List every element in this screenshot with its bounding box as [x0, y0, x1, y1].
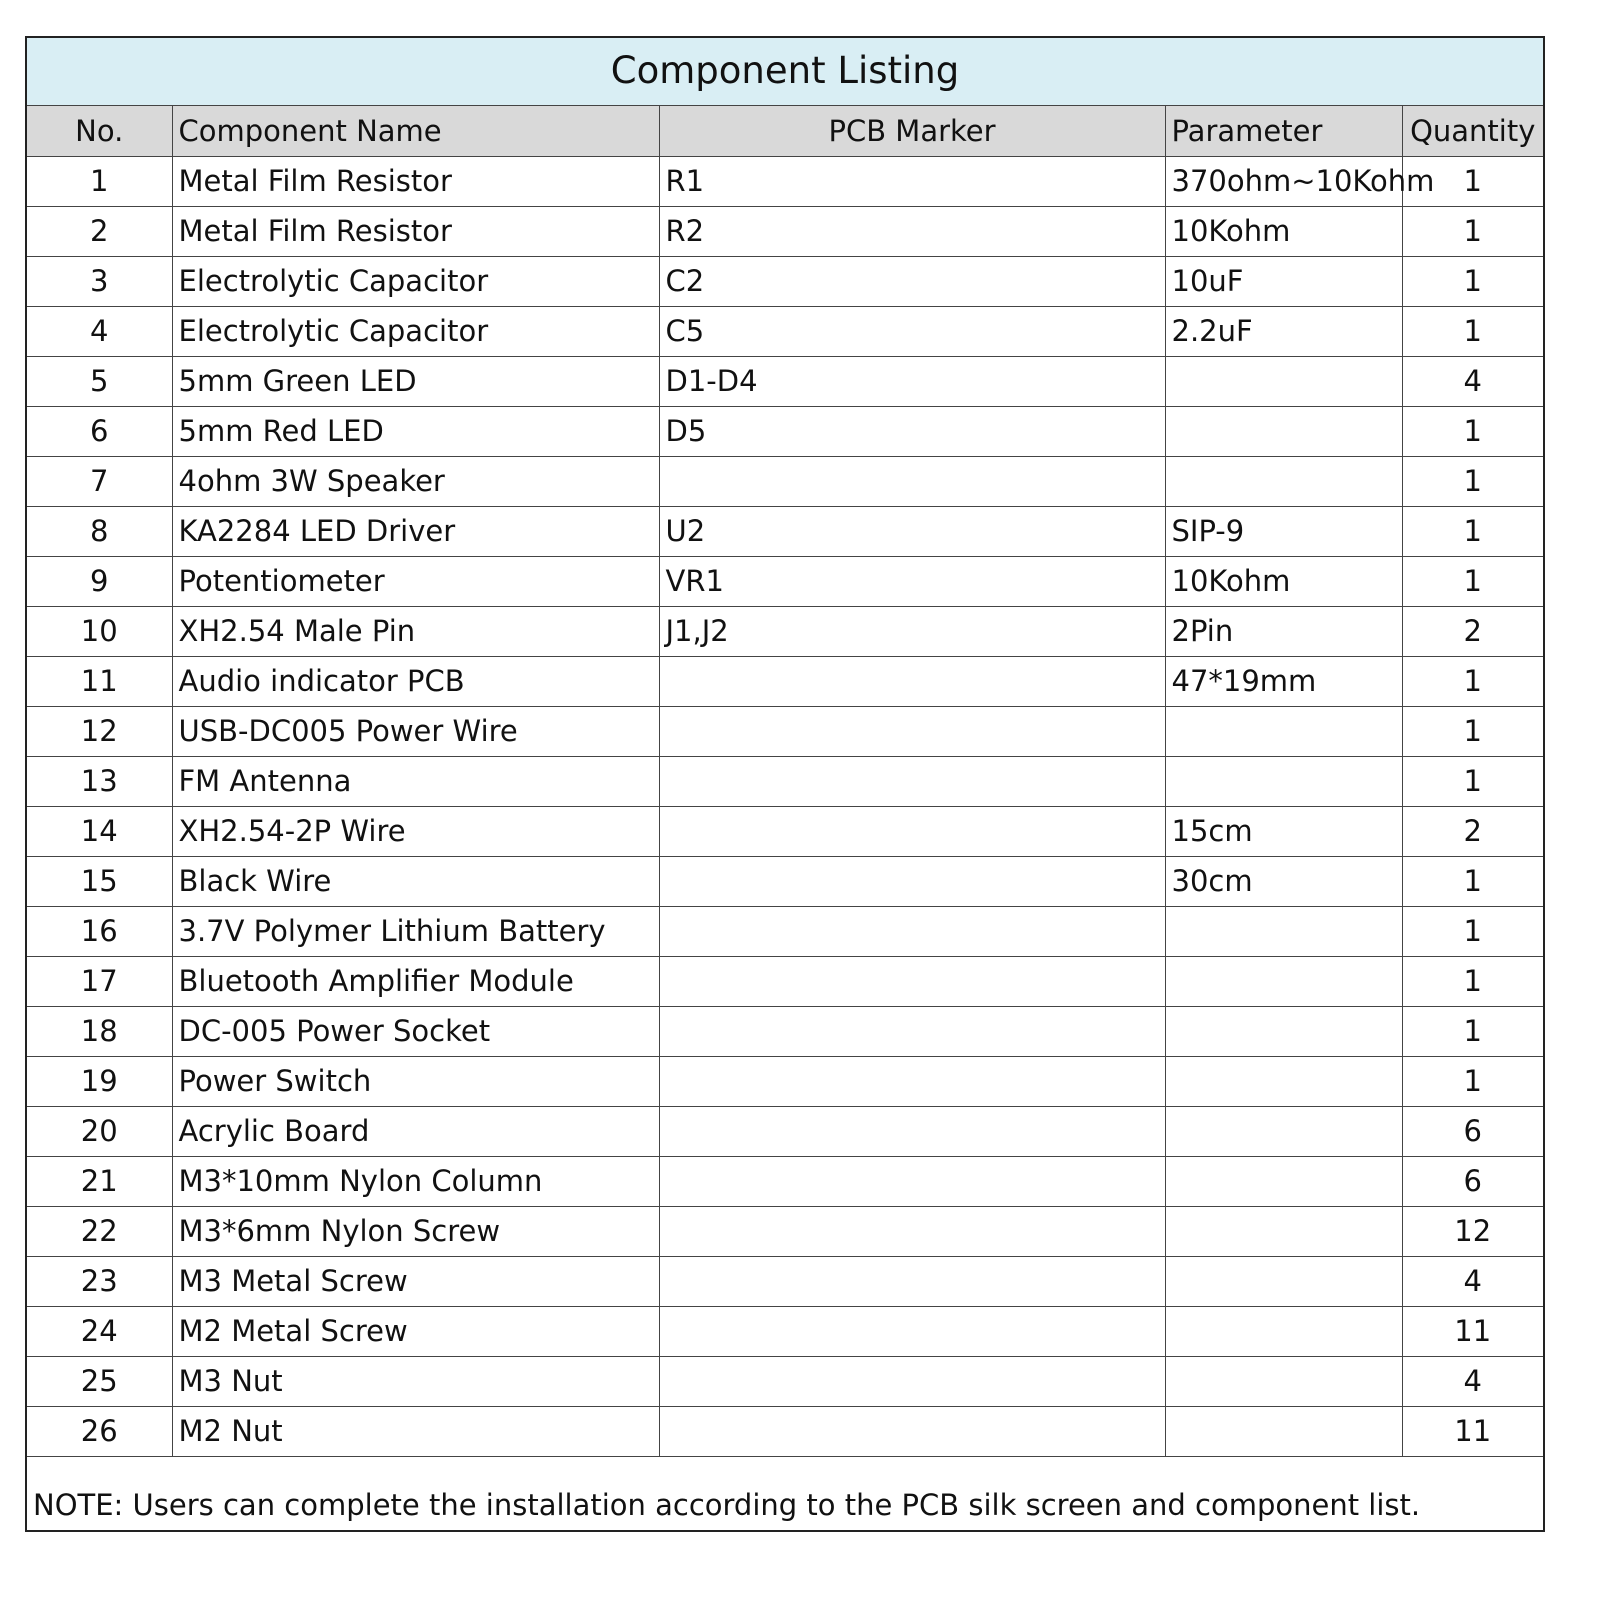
cell-pcb-marker: C5: [659, 306, 1165, 356]
cell-no: 15: [27, 856, 172, 906]
table-row: [27, 756, 1543, 806]
cell-pcb-marker: [659, 1206, 1165, 1256]
table-body: [27, 156, 1543, 1456]
table-row: [27, 1106, 1543, 1156]
cell-quantity: 11: [1402, 1306, 1543, 1356]
cell-pcb-marker: D5: [659, 406, 1165, 456]
cell-pcb-marker: [659, 806, 1165, 856]
cell-no: 22: [27, 1206, 172, 1256]
table-row: [27, 356, 1543, 406]
cell-component-name: XH2.54 Male Pin: [172, 606, 659, 656]
cell-parameter: 15cm: [1165, 806, 1402, 856]
table-row: [27, 206, 1543, 256]
cell-parameter: [1165, 1306, 1402, 1356]
cell-parameter: 47*19mm: [1165, 656, 1402, 706]
cell-no: 4: [27, 306, 172, 356]
table-row: [27, 156, 1543, 206]
cell-parameter: [1165, 956, 1402, 1006]
table-row: [27, 1056, 1543, 1106]
cell-quantity: 2: [1402, 806, 1543, 856]
cell-no: 6: [27, 406, 172, 456]
cell-component-name: Black Wire: [172, 856, 659, 906]
cell-parameter: 10uF: [1165, 256, 1402, 306]
cell-pcb-marker: [659, 1406, 1165, 1456]
table-row: [27, 1156, 1543, 1206]
cell-quantity: 2: [1402, 606, 1543, 656]
cell-no: 2: [27, 206, 172, 256]
table-row: [27, 506, 1543, 556]
cell-quantity: 4: [1402, 1256, 1543, 1306]
table-row: [27, 806, 1543, 856]
table-row: [27, 906, 1543, 956]
cell-parameter: 30cm: [1165, 856, 1402, 906]
cell-component-name: FM Antenna: [172, 756, 659, 806]
cell-quantity: 6: [1402, 1106, 1543, 1156]
cell-parameter: [1165, 1056, 1402, 1106]
cell-parameter: [1165, 406, 1402, 456]
cell-no: 3: [27, 256, 172, 306]
cell-no: 1: [27, 156, 172, 206]
cell-pcb-marker: [659, 1106, 1165, 1156]
cell-pcb-marker: D1-D4: [659, 356, 1165, 406]
cell-quantity: 4: [1402, 1356, 1543, 1406]
component-table: [27, 106, 1543, 1457]
cell-component-name: 3.7V Polymer Lithium Battery: [172, 906, 659, 956]
cell-parameter: 370ohm~10Kohm: [1165, 156, 1402, 206]
cell-component-name: Potentiometer: [172, 556, 659, 606]
cell-no: 24: [27, 1306, 172, 1356]
cell-quantity: 1: [1402, 256, 1543, 306]
cell-component-name: Electrolytic Capacitor: [172, 306, 659, 356]
cell-pcb-marker: R2: [659, 206, 1165, 256]
cell-parameter: [1165, 456, 1402, 506]
cell-no: 13: [27, 756, 172, 806]
cell-pcb-marker: [659, 1356, 1165, 1406]
cell-quantity: 1: [1402, 756, 1543, 806]
cell-pcb-marker: VR1: [659, 556, 1165, 606]
cell-no: 17: [27, 956, 172, 1006]
cell-no: 18: [27, 1006, 172, 1056]
cell-pcb-marker: U2: [659, 506, 1165, 556]
cell-quantity: 12: [1402, 1206, 1543, 1256]
table-row: [27, 1206, 1543, 1256]
cell-quantity: 1: [1402, 456, 1543, 506]
column-header-no: No.: [27, 106, 172, 156]
cell-component-name: DC-005 Power Socket: [172, 1006, 659, 1056]
cell-component-name: 5mm Red LED: [172, 406, 659, 456]
table-row: [27, 256, 1543, 306]
cell-component-name: M3*10mm Nylon Column: [172, 1156, 659, 1206]
installation-note: NOTE: Users can complete the installation according to the PCB silk screen and component list.: [33, 1488, 1421, 1522]
cell-component-name: M3 Metal Screw: [172, 1256, 659, 1306]
cell-no: 9: [27, 556, 172, 606]
table-row: [27, 656, 1543, 706]
cell-quantity: 1: [1402, 706, 1543, 756]
cell-pcb-marker: [659, 656, 1165, 706]
table-row: [27, 406, 1543, 456]
cell-component-name: Electrolytic Capacitor: [172, 256, 659, 306]
cell-quantity: 1: [1402, 1056, 1543, 1106]
cell-pcb-marker: C2: [659, 256, 1165, 306]
cell-parameter: [1165, 756, 1402, 806]
cell-component-name: Metal Film Resistor: [172, 156, 659, 206]
table-row: [27, 856, 1543, 906]
cell-component-name: 4ohm 3W Speaker: [172, 456, 659, 506]
cell-parameter: 10Kohm: [1165, 206, 1402, 256]
cell-no: 20: [27, 1106, 172, 1156]
header-row: [27, 106, 1543, 156]
cell-quantity: 1: [1402, 406, 1543, 456]
cell-pcb-marker: [659, 1056, 1165, 1106]
table-row: [27, 706, 1543, 756]
cell-no: 25: [27, 1356, 172, 1406]
cell-pcb-marker: [659, 1156, 1165, 1206]
cell-parameter: 2.2uF: [1165, 306, 1402, 356]
cell-no: 14: [27, 806, 172, 856]
cell-component-name: 5mm Green LED: [172, 356, 659, 406]
cell-quantity: 1: [1402, 956, 1543, 1006]
table-row: [27, 556, 1543, 606]
cell-no: 26: [27, 1406, 172, 1456]
cell-quantity: 1: [1402, 306, 1543, 356]
cell-no: 8: [27, 506, 172, 556]
cell-pcb-marker: [659, 1256, 1165, 1306]
cell-parameter: 2Pin: [1165, 606, 1402, 656]
cell-no: 21: [27, 1156, 172, 1206]
cell-no: 7: [27, 456, 172, 506]
cell-parameter: 10Kohm: [1165, 556, 1402, 606]
cell-pcb-marker: R1: [659, 156, 1165, 206]
cell-component-name: M2 Nut: [172, 1406, 659, 1456]
cell-pcb-marker: J1,J2: [659, 606, 1165, 656]
cell-quantity: 1: [1402, 506, 1543, 556]
cell-no: 12: [27, 706, 172, 756]
table-row: [27, 456, 1543, 506]
table-row: [27, 1256, 1543, 1306]
cell-parameter: [1165, 1206, 1402, 1256]
table-title: Component Listing: [27, 38, 1543, 106]
cell-quantity: 1: [1402, 556, 1543, 606]
cell-pcb-marker: [659, 1306, 1165, 1356]
cell-component-name: Audio indicator PCB: [172, 656, 659, 706]
cell-pcb-marker: [659, 906, 1165, 956]
cell-pcb-marker: [659, 856, 1165, 906]
cell-component-name: M2 Metal Screw: [172, 1306, 659, 1356]
table-row: [27, 956, 1543, 1006]
cell-pcb-marker: [659, 956, 1165, 1006]
cell-quantity: 6: [1402, 1156, 1543, 1206]
table-row: [27, 606, 1543, 656]
cell-no: 19: [27, 1056, 172, 1106]
cell-no: 23: [27, 1256, 172, 1306]
cell-quantity: 11: [1402, 1406, 1543, 1456]
cell-quantity: 1: [1402, 206, 1543, 256]
cell-no: 10: [27, 606, 172, 656]
cell-quantity: 4: [1402, 356, 1543, 406]
cell-parameter: SIP-9: [1165, 506, 1402, 556]
cell-component-name: USB-DC005 Power Wire: [172, 706, 659, 756]
cell-parameter: [1165, 1006, 1402, 1056]
cell-quantity: 1: [1402, 156, 1543, 206]
cell-parameter: [1165, 906, 1402, 956]
cell-no: 11: [27, 656, 172, 706]
cell-component-name: XH2.54-2P Wire: [172, 806, 659, 856]
cell-parameter: [1165, 1106, 1402, 1156]
table-row: [27, 1406, 1543, 1456]
cell-pcb-marker: [659, 706, 1165, 756]
cell-parameter: [1165, 1356, 1402, 1406]
table-row: [27, 1356, 1543, 1406]
column-header-component-name: Component Name: [172, 106, 659, 156]
cell-parameter: [1165, 1156, 1402, 1206]
table-row: [27, 1306, 1543, 1356]
cell-quantity: 1: [1402, 906, 1543, 956]
table-row: [27, 306, 1543, 356]
column-header-pcb-marker: PCB Marker: [659, 106, 1165, 156]
cell-component-name: Power Switch: [172, 1056, 659, 1106]
cell-quantity: 1: [1402, 1006, 1543, 1056]
cell-pcb-marker: [659, 1006, 1165, 1056]
cell-parameter: [1165, 706, 1402, 756]
cell-parameter: [1165, 1406, 1402, 1456]
column-header-quantity: Quantity: [1402, 106, 1543, 156]
table-row: [27, 1006, 1543, 1056]
cell-component-name: Bluetooth Amplifier Module: [172, 956, 659, 1006]
cell-quantity: 1: [1402, 856, 1543, 906]
cell-component-name: M3 Nut: [172, 1356, 659, 1406]
cell-component-name: Metal Film Resistor: [172, 206, 659, 256]
cell-parameter: [1165, 1256, 1402, 1306]
column-header-parameter: Parameter: [1165, 106, 1402, 156]
cell-component-name: Acrylic Board: [172, 1106, 659, 1156]
cell-pcb-marker: [659, 456, 1165, 506]
cell-pcb-marker: [659, 756, 1165, 806]
component-listing-sheet: [25, 36, 1545, 1532]
cell-no: 16: [27, 906, 172, 956]
cell-quantity: 1: [1402, 656, 1543, 706]
cell-component-name: M3*6mm Nylon Screw: [172, 1206, 659, 1256]
cell-parameter: [1165, 356, 1402, 406]
cell-component-name: KA2284 LED Driver: [172, 506, 659, 556]
cell-no: 5: [27, 356, 172, 406]
